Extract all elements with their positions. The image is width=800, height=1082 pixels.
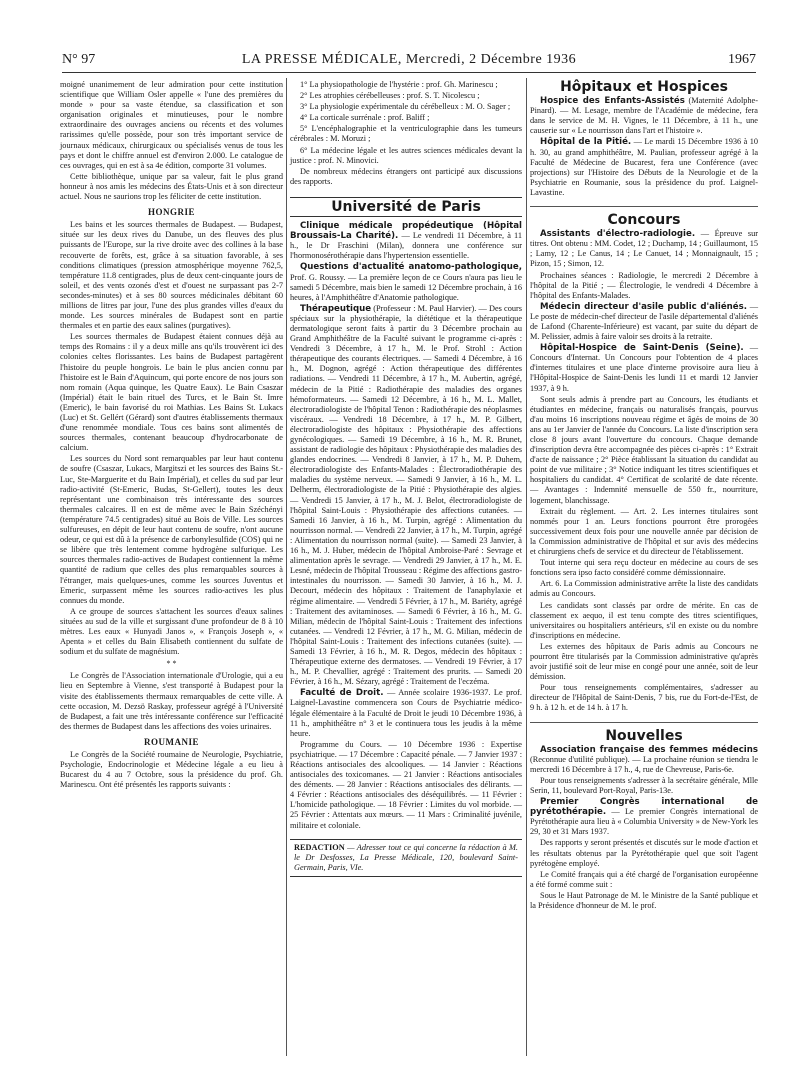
rapport-1: 1° La physiopathologie de l'hystérie : prof. Gh. Marinescu ;: [300, 80, 498, 89]
assistants-seances: Prochaines séances : Radiologie, le mercredi 2 Décembre à l'hôpital de la Pitié ; — Électrologie, le vendredi 4 Décembre à l'hôpital des Enfants-Malades.: [530, 270, 758, 300]
droit-title: Faculté de Droit.: [300, 688, 384, 699]
library-paragraph: Cette bibliothèque, unique par sa valeur, fait le plus grand honneur à nos amis les médecins des États-Unis et à son directeur actuel. Nous ne saurions trop les féliciter de cette institution.: [60, 171, 283, 202]
stdenis-para-5: Art. 6. La Commission administrative arrête la liste des candidats admis au Concours.: [530, 579, 758, 599]
medecin-title: Médecin directeur d'asile public d'aliénés.: [540, 301, 747, 312]
section-hongrie: HONGRIE: [147, 207, 195, 218]
redaction-text: — Adresser tout ce qui concerne la rédaction à M. le Dr Desfosses, La Presse Médicale, 120, boulevard Saint-Germain, Paris, VIe.: [294, 842, 518, 872]
pyreto-title: Premier Congrès international de pyrétothérapie.: [530, 797, 758, 818]
stdenis-title: Hôpital-Hospice de Saint-Denis (Seine).: [540, 343, 744, 354]
rapport-5: 5° L'encéphalographie et la ventriculographie dans les tumeurs cérébrales : M. Moruzi ;: [290, 124, 522, 144]
clinique-text: — Le vendredi 11 Décembre, à 11 h., le Dr Fraschini (Milan), donnera une conférence sur l'hormonosérothérapie dans l'hypertension essentielle.: [290, 231, 523, 261]
pyreto-para-2: Des rapports y seront présentés et discutés sur le mode d'action et les résultats obtenus par la Pyrétothérapie quel que soit l'agent pyrétogène employé.: [530, 838, 758, 868]
stdenis-text: — Concours d'Internat. Un Concours pour l'obtention de 4 places d'internes titulaires et une place d'interne provisoire aura lieu à l'Hôpital-Hospice de Saint-Denis les lundi 11 et mardi 12 Janvier 1937, à 9 h.: [530, 343, 758, 393]
rapport-6: 6° La médecine légale et les autres sciences médicales devant la justice : prof. N. Minovici.: [290, 145, 522, 165]
questions-text: Prof. G. Roussy. — La première leçon de ce Cours n'aura pas lieu le samedi 5 Décembre, mais bien le samedi 12 Décembre prochain, à 16 heures, à l'Amphithéâtre d'Anatomie pathologique.: [290, 272, 522, 302]
roumanie-paragraph: Le Congrès de la Société roumaine de Neurologie, Psychiatrie, Psychologie, Endocrinologie et Médecine légale a eu lieu à Bucarest du 4 au 7 Octobre, sous la présidence du prof. Gh. Marinescu. Ont été présentés les rapports suivants :: [60, 750, 283, 790]
section-concours: Concours: [607, 212, 681, 229]
redaction-box: [290, 839, 522, 877]
association-title: Association française des femmes médecins: [540, 744, 758, 755]
section-universite: Université de Paris: [331, 198, 481, 215]
association-contact: Pour tous renseignements s'adresser à la secrétaire générale, Mlle Serin, 11, boulevard Port-Royal, Paris-13e.: [530, 775, 758, 795]
budapest-paragraph-2: Les sources thermales de Budapest étaient connues déjà au temps des Romains : il y a deux mille ans qu'ils trouvèrent ici des colonies celtes florissantes. Les bains de Budapest partagèrent l'histoire du peuple hongrois. Le bain le plus ancien connu par l'histoire est le Bain d'Aquincum, qui porte encore de nos jours son nom romain (Aqua quinque, les Quatre Eaux). Le Bain Csaszar (Impérial) était le bain rituel des Turcs, et le Bain St. Imre (Emeric), le bain favorisé du roi Mathias. Les Bains St. Lukacs (Luc) et St. Gellért (Gérard) sont d'autres établissements thermaux d'une renommée mondiale. Tous ces bains sont alimentés de sources thermales, contenant beaucoup d'hydrocarbonate de calcium.: [60, 332, 283, 453]
separator-stars: * *: [166, 659, 177, 669]
stdenis-para-3: Extrait du règlement. — Art. 2. Les internes titulaires sont nommés pour 1 an. Leurs fonctions pourront être prorogées successivement deux fois pour une nouvelle année par décision de la Commission administrative de l'hôpital et sur avis des médecins et chirurgiens chefs de service et du directeur de l'établissement.: [530, 506, 758, 557]
rapport-4: 4° La corticale surrénale : prof. Baliff ;: [300, 113, 430, 123]
therapeutique-title: Thérapeutique: [300, 303, 372, 314]
column-divider-2: [526, 78, 527, 1056]
column-2: [290, 80, 522, 877]
divider-nouvelles: [530, 722, 758, 723]
section-hopitaux: Hôpitaux et Hospices: [560, 79, 728, 95]
questions-title: Questions d'actualité anatomo-pathologique,: [300, 262, 522, 273]
assistants-text: — Épreuve sur titres. Ont obtenu : MM. Codet, 12 ; Duchamp, 14 ; Guillaumont, 15 ; Lamy, 12 ; Le Canus, 14 ; Le Canuet, 14 ; Monnaignault, 15 ; Pizon, 15 ; Simon, 12.: [530, 229, 758, 269]
section-nouvelles: Nouvelles: [605, 727, 683, 744]
column-divider-1: [286, 78, 287, 1056]
journal-title: LA PRESSE MÉDICALE, Mercredi, 2 Décembre 1936: [241, 52, 577, 67]
pyreto-para-3: Le Comité français qui a été chargé de l'organisation européenne a été formé comme suit :: [530, 869, 758, 889]
pyreto-text: — Le premier Congrès international de Pyrétothérapie aura lieu à « Columbia University » de New-York les 29, 30 et 31 Mars 1937.: [530, 807, 759, 837]
clinique-title: Clinique médicale propédeutique (Hôpital Broussais-La Charité).: [290, 221, 522, 242]
column-1: [60, 80, 283, 791]
section-universite-box: [290, 197, 522, 217]
rapport-2: 2° Les atrophies cérébelleuses : prof. S. T. Nicolescu ;: [300, 91, 480, 101]
enfants-title: Hospice des Enfants-Assistés: [540, 96, 685, 107]
page-header: [62, 52, 756, 72]
therapeutique-prof: (Professeur : M. Paul Harvier).: [373, 303, 477, 313]
budapest-paragraph-1: Les bains et les sources thermales de Budapest. — Budapest, située sur les deux rives du Danube, un des fleuves des plus puissants de l'Europe, sur la rive droite avec des collines à la base recouverte de forêts, est, grâce à sa situation favorable, à ses conditions climatiques (pression atmosphérique moyenne 762,5, température 11.8 centigrades, plus de deux cent-cinquante jours de soleil, et des vents ozonés d'est et d'ouest ne surpassant pas 2-7 secondes-minutes) et à ses 80 sources médicinales débitant 60 millions de litres par jour, l'une des plus grandes villes d'eaux du monde. Les sources minérales de Budapest sont en partie thermales et en partie des eaux salines (purgatives).: [60, 220, 283, 331]
rapports-end: De nombreux médecins étrangers ont participé aux discussions des rapports.: [290, 166, 522, 186]
droit-programme: Programme du Cours. — 10 Décembre 1936 : Expertise psychiatrique. — 17 Décembre : Capacité pénale. — 7 Janvier 1937 : Réactions antisociales des alcooliques. — 14 Janvier : Réactions antisociales des toxicomanes. — 21 Janvier : Réactions antisociales des déments. — 28 Janvier : Réactions antisociales des délirants. — 4 Février : Réactions antisociales des déséquilibrés. — 11 Février : L'homicide pathologique. — 18 Février : Limites du vol morbide. — 25 Février : Attentats aux mœurs. — 11 Mars : Criminalité juvénile, militaire et coloniale.: [290, 739, 522, 830]
stdenis-para-4: Tout interne qui sera reçu docteur en médecine au cours de ses fonctions sera ipso facto considéré comme démissionnaire.: [530, 558, 758, 578]
pitie-title: Hôpital de la Pitié.: [540, 137, 632, 148]
divider-concours: [530, 206, 758, 207]
stdenis-para-6: Les candidats sont classés par ordre de mérite. En cas de classement ex aequo, il est tenu compte des titres scientifiques, universitaires ou hospitaliers antérieurs, s'il en existe ou du nombre d'inscriptions en médecine.: [530, 600, 758, 640]
assistants-title: Assistants d'électro-radiologie.: [540, 229, 696, 240]
pyreto-para-4: Sous le Haut Patronage de M. le Ministre de la Santé publique et la Présidence d'honneur de M. le prof.: [530, 890, 758, 911]
urologie-paragraph: Le Congrès de l'Association internationale d'Urologie, qui a eu lieu en Septembre à Vienne, s'est transporté à Budapest pour la visite des établissements thermaux remarquables de cette ville. A cette occasion, M. Dezsö Raskay, professeur agrégé à l'Université de Budapest, a fait une très intéressante conférence sur l'efficacité des thermes de Budapest dans les affections des voies urinaires.: [60, 671, 283, 731]
section-roumanie: ROUMANIE: [144, 736, 199, 747]
stdenis-para-8: Pour tous renseignements complémentaires, s'adresser au directeur de l'Hôpital de Saint-Denis, 7 bis, rue du Fort-de-l'Est, de 9 h. à 12 h. et de 14 h. à 17 h.: [530, 683, 758, 713]
stdenis-para-7: Les externes des hôpitaux de Paris admis au Concours ne pourront être titularisés par la Commission administrative qu'après avoir justifié soit de leur mise en congé pour une année, soit de leur démission.: [530, 641, 758, 682]
osler-paragraph: moigné unanimement de leur admiration pour cette institution scientifique que William Osler appelle « l'une des premières du monde » pour sa vaste étendue, sa classification et son organisation originales et minutieuses, pour le nombre extraordinaire des ouvrages anciens ou récents et des volumes rarissimes qu'elle possède, pour son très important service de journaux médicaux, chirurgicaux ou spécialisés venus de tous les pays et dont le chiffre annuel est d'environ 2.000. Le catalogue de ces ouvrages, qui en est à sa 4e édition, comporte 31 volumes.: [60, 80, 283, 170]
therapeutique-text: — Des cours spéciaux sur la physiothérapie, la diététique et la thérapeutique dermatologique seront faits à partir du 3 Décembre prochain au Grand Amphithéâtre de la Faculté suivant le programme ci-après : Vendredi 3 Décembre, à 17 h., M. le Prof. Strohl : Action thérapeutique des courants électriques. — Samedi 4 Décembre, à 16 h., M. Dognon, agrégé : Action thérapeutique des différentes radiations. — Vendredi 11 Décembre, à 17 h., M. Aubertin, agrégé, médecin de la Pitié : Radiothérapie des maladies des organes hémoformateurs. — Samedi 12 Décembre, à 16 h., M. L. Mallet, électroradiologiste de l'hôpital Tenon : Radiothérapie des néoplasmes viscéraux. — Vendredi 18 Décembre, à 17 h., M. P. Gilbert, électroradiologiste des hôpitaux : Physiothérapie des affections gynécologiques. — Samedi 19 Décembre, à 16 h., M. R. Brunet, assistant de radiologie des hôpitaux : Physiothérapie des maladies des glandes endocrines. — Vendredi 8 Janvier, à 17 h., M. P. Duhem, électroradiologiste des Enfants-Malades : Électroradiothérapie des maladies du système nerveux. — Samedi 9 Janvier, à 16 h., M. L. Delherm, électroradiologiste de la Pitié : Physiothérapie des algies. — Vendredi 15 Janvier, à 17 h., M. J. Belot, électroradiologiste de l'hôpital Saint-Louis : Physiothérapie des affections cutanées. — Samedi 16 Janvier, à 16 h., M. Turpin, agrégé : Alimentation du nourrisson normal. — Vendredi 22 Janvier, à 17 h., M. Turpin, agrégé : Alimentation du nourrisson normal (suite). — Samedi 23 Janvier, à 16 h., M. J. Huber, médecin de l'hôpital Ambroise-Paré : Sevrage et alimentation après le sevrage. — Vendredi 29 Janvier, à 17 h., M. E. Lesné, médecin de l'hôpital Trousseau : Régime des affections gastro-intestinales du nourrisson. — Samedi 30 Janvier, à 16 h., M. J. Decourt, médecin des hôpitaux : Traitement de l'anaphylaxie et régime alimentaire. — Vendredi 5 Février, à 17 h., M. Bariéty, agrégé : Traitement des avitaminoses. — Samedi 6 Février, à 16 h., M. G. Milian, médecin de l'hôpital Saint-Louis : Traitement des infections cutanées. — Vendredi 12 Février, à 17 h., M. G. Milian, médecin de l'hôpital Saint-Louis : Traitement des infections cutanées (suite). — Samedi 13 Février, à 16 h., M. R. Degos, médecin des hôpitaux : Thérapeutique externe des dermatoses. — Vendredi 19 Février, à 17 h., M. P. Chevallier, agrégé : Traitement des prurits. — Samedi 20 Février, à 16 h., M. Sézary, agrégé : Traitement de l'eczéma.: [290, 303, 522, 687]
stdenis-para-2: Sont seuls admis à prendre part au Concours, les étudiants et étudiantes en médecine, français ou naturalisés français, pourvus d'au moins 16 inscriptions nouveau régime et âgés de moins de 30 ans au 1er Janvier de l'année du Concours. La liste d'inscription sera close 8 jours avant l'ouverture du concours. Chaque demande d'inscription devra être accompagnée des pièces ci-après : 1° Extrait d'acte de naissance ; 2° Pièce établissant la situation du candidat au point de vue militaire ; 3° Notice indiquant les titres scientifiques et hospitaliers du candidat. 4° Certificat de scolarité de date récente. — Avantages : Indemnité mensuelle de 550 fr., nourriture, logement, blanchissage.: [530, 394, 758, 505]
association-text: (Reconnue d'utilité publique). — La prochaine réunion se tiendra le mercredi 16 Décembre à 17 h., 4, rue de Chevreuse, Paris-6e.: [530, 754, 758, 774]
column-3: [530, 80, 758, 912]
droit-text: — Année scolaire 1936-1937. Le prof. Laignel-Lavastine commencera son Cours de Psychiatrie médico-légale élémentaire à la Faculté de Droit le jeudi 10 Décembre 1936, à 11 h., amphithéâtre n° 3 et le continuera tous les jeudis à la même heure.: [290, 688, 522, 738]
budapest-paragraph-4: A ce groupe de sources s'attachent les sources d'eaux salines situées au sud de la ville et surgissant d'une profondeur de 8 à 10 mètres. Les eaux « Hunyadi Janos », « François Joseph », « Apenta » et celles du Bain Elisabeth contiennent du sulfate de sodium et du sulfate de magnésium.: [60, 606, 283, 657]
budapest-paragraph-3: Les sources du Nord sont remarquables par leur haut contenu de soufre (Csaszar, Lukacs, Margitszi et les sources des Bains St.-Luc, Ste-Marguerite et du Bain Impérial), et celles du sud par leur radio-activité (St-Emeric, Budas, St-Gellert), toutes les deux représentant une combinaison très intéressante des sources thermales calcaires. Il en est de même avec le Bain Széchényi (température 74.5 centigrades) situé au Bois de Ville. Les sources sulfureuses, en dépit de leur haut contenu de soufre, n'ont aucune odeur, ce qui est dû à la présence de carbonylesulfide (COS) qui ne se libère que très lentement comme hydrogène sulfurique. Les sources thermales radio-actives de Budapest contiennent la même quantité de radium que celles des plus remarquables sources à l'étranger, mais quelques-unes, comme les sources Juventus et Emeric, surpassent même les sources radio-actives les plus connues du monde.: [60, 454, 283, 605]
header-rule: [62, 72, 756, 73]
redaction-label: REDACTION: [294, 842, 345, 852]
page-number: 1967: [728, 52, 756, 67]
pitie-text: — Le mardi 15 Décembre 1936 à 10 h. 30, au grand amphithéâtre, M. Paulian, professeur agrégé à la Faculté de Médecine de Bucarest, fera une Conférence (avec projections) sur l'Histoire des Débuts de la Neurologie et de la Psychiatrie en Roumanie, sous la présidence du prof. Laignel-Lavastine.: [530, 137, 758, 197]
issue-number: N° 97: [62, 52, 96, 67]
medecin-text: — Le poste de médecin-chef directeur de l'asile départemental d'aliénés de Lafond (Charente-Inférieure) est vacant, par suite du départ de M. Pelissier, admis à faire valoir ses droits à la retraite.: [530, 301, 758, 342]
enfants-text: (Maternité Adolphe-Pinard). — M. Lesage, membre de l'Académie de médecine, fera dans le service de M. H. Vignes, le 11 Décembre, à 11 h., une causerie sur « Le nourrisson dans l'art et l'histoire ».: [530, 96, 758, 136]
rapport-3: 3° La physiologie expérimentale du cérébelleux : M. O. Sager ;: [300, 102, 511, 112]
